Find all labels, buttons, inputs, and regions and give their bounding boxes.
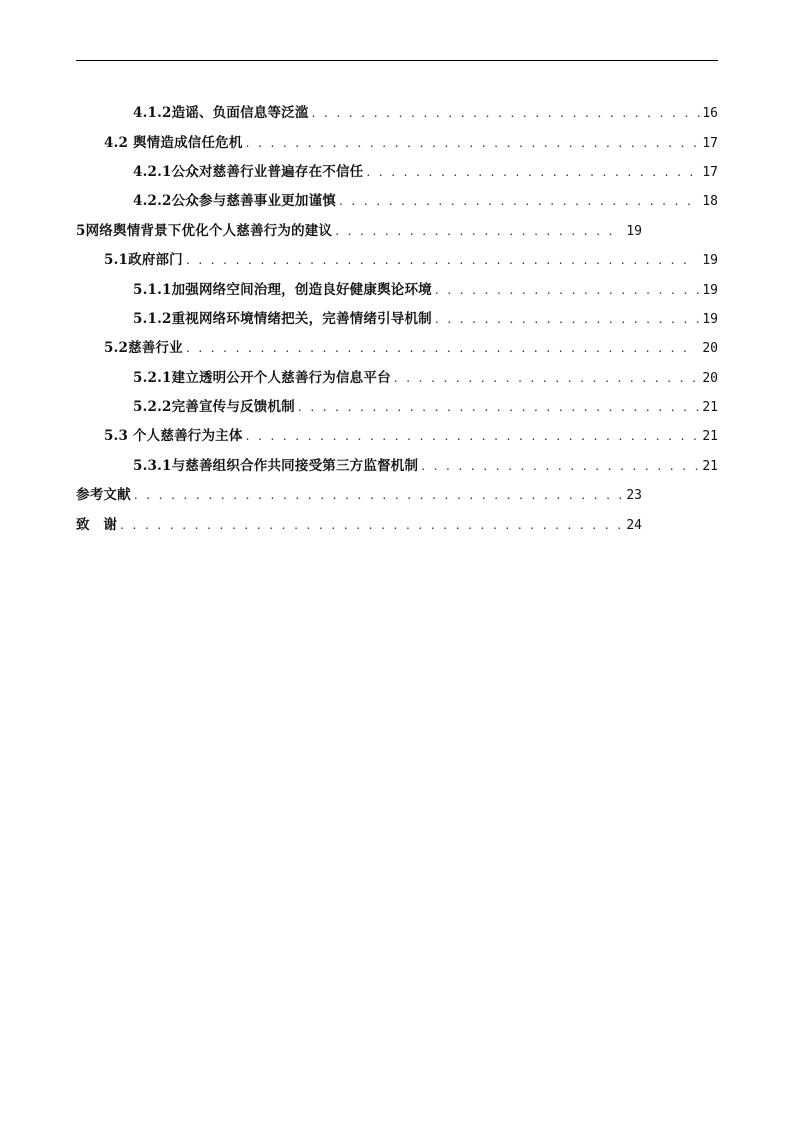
toc-entry-5-1[interactable] [104,250,718,270]
toc-page-number: 17 [702,136,718,151]
toc-page-number: 20 [702,341,718,356]
toc-entry-label: 5.2.2完善宣传与反馈机制 [133,399,295,415]
toc-entry-5-1-1[interactable] [133,280,718,300]
toc-page-number: 19 [702,283,718,298]
toc-entry-label: 5.1政府部门 [104,252,183,268]
toc-entry-5-1-2[interactable] [133,309,718,329]
toc-leader-dots [335,221,614,241]
toc-leader-dots [134,485,625,505]
toc-entry-5-2-1[interactable] [133,368,718,388]
toc-page-number: 19 [702,312,718,327]
toc-page-number: 24 [626,518,642,533]
toc-leader-dots [120,515,624,535]
toc-entry-5-2-2[interactable] [133,397,718,417]
toc-page-number: 21 [702,400,718,415]
toc-leader-dots [421,456,700,476]
toc-entry-label: 4.2 舆情造成信任危机 [104,135,243,151]
toc-entry-label: 4.1.2造谣、负面信息等泛滥 [133,105,309,121]
toc-entry-label: 4.2.2公众参与慈善事业更加谨慎 [133,193,336,209]
toc-entry-4-2-1[interactable] [133,162,718,182]
toc-leader-dots [246,426,701,446]
toc-entry-label: 5.2慈善行业 [104,340,183,356]
toc-entry-label: 致 谢 [76,517,118,533]
toc-entry-references[interactable] [76,485,642,505]
toc-page-number: 19 [626,224,642,239]
toc-entry-4-2-2[interactable] [133,191,718,211]
toc-entry-4-1-2[interactable] [133,103,718,123]
toc-leader-dots [312,103,701,123]
toc-leader-dots [394,368,701,388]
toc-entry-label: 5.1.2重视网络环境情绪把关，完善情绪引导机制 [133,311,432,327]
toc-page-number: 18 [702,194,718,209]
toc-entry-acknowledgements[interactable] [76,515,642,535]
toc-entry-5[interactable] [76,221,642,241]
toc-page-number: 16 [702,106,718,121]
toc-entry-label: 5.1.1加强网络空间治理，创造良好健康舆论环境 [133,282,432,298]
toc-entry-5-3-1[interactable] [133,456,718,476]
toc-leader-dots [435,280,700,300]
toc-entry-label: 5.2.1建立透明公开个人慈善行为信息平台 [133,370,391,386]
toc-page-number: 19 [702,253,718,268]
toc-leader-dots [186,338,690,358]
toc-leader-dots [435,309,700,329]
toc-entry-label: 4.2.1公众对慈善行业普遍存在不信任 [133,164,364,180]
toc-leader-dots [246,133,701,153]
toc-entry-label: 5.3 个人慈善行为主体 [104,428,243,444]
toc-page-number: 23 [626,488,642,503]
header-rule [76,60,718,61]
toc-page-number: 17 [702,165,718,180]
toc-entry-label: 参考文献 [76,487,131,503]
toc-entry-label: 5网络舆情背景下优化个人慈善行为的建议 [76,223,333,239]
toc-page-number: 21 [702,459,718,474]
toc-page-number: 20 [702,371,718,386]
toc-leader-dots [298,397,700,417]
toc-page-number: 21 [702,429,718,444]
toc-leader-dots [339,191,700,211]
toc-entry-5-3[interactable] [104,426,718,446]
toc-leader-dots [186,250,690,270]
toc-entry-label: 5.3.1与慈善组织合作共同接受第三方监督机制 [133,458,419,474]
toc-entry-4-2[interactable] [104,133,718,153]
toc-entry-5-2[interactable] [104,338,718,358]
toc-leader-dots [366,162,700,182]
